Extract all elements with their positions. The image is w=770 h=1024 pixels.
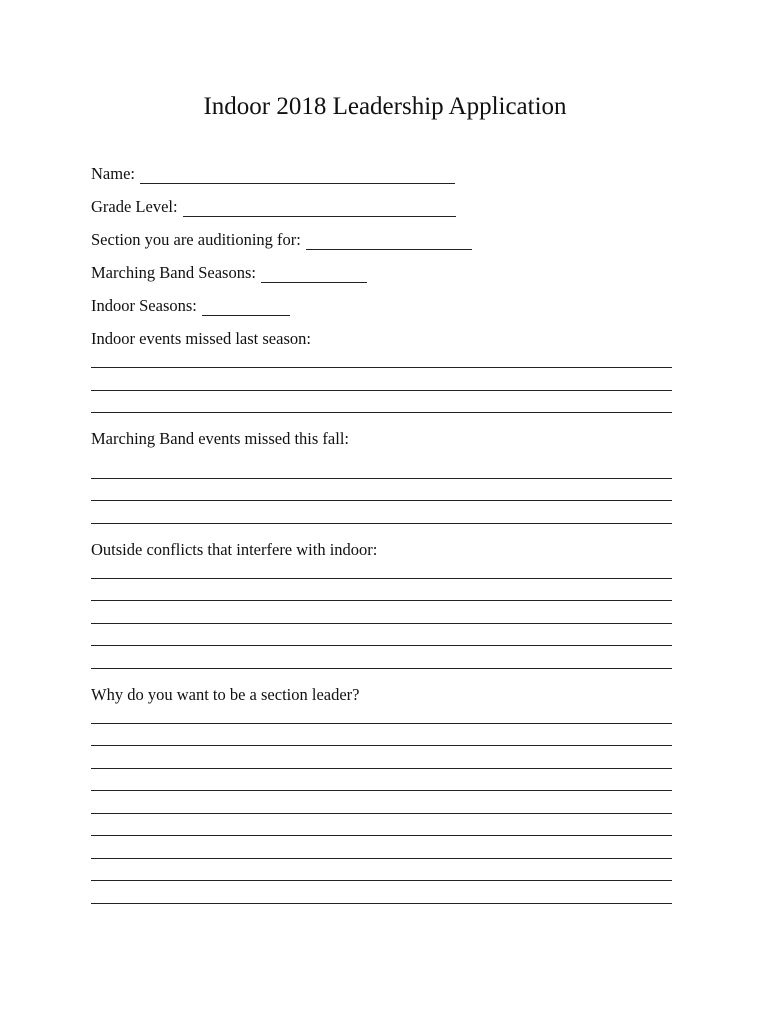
section-field[interactable] xyxy=(91,230,472,250)
why-leader-line[interactable] xyxy=(91,813,672,814)
why-leader-line[interactable] xyxy=(91,790,672,791)
why-leader-line[interactable] xyxy=(91,745,672,746)
conflicts-line[interactable] xyxy=(91,645,672,646)
indoor-seasons-field[interactable] xyxy=(91,296,290,316)
why-leader-line[interactable] xyxy=(91,768,672,769)
marching-seasons-blank[interactable] xyxy=(261,267,367,283)
marching-seasons-label: Marching Band Seasons: xyxy=(91,263,256,282)
why-leader-line[interactable] xyxy=(91,723,672,724)
marching-seasons-field[interactable] xyxy=(91,263,367,283)
indoor-seasons-blank[interactable] xyxy=(202,300,290,316)
grade-level-blank[interactable] xyxy=(183,201,456,217)
marching-missed-line[interactable] xyxy=(91,478,672,479)
conflicts-line[interactable] xyxy=(91,600,672,601)
why-leader-line[interactable] xyxy=(91,835,672,836)
why-leader-line[interactable] xyxy=(91,903,672,904)
indoor-missed-prompt: Indoor events missed last season: xyxy=(91,329,311,348)
name-label: Name: xyxy=(91,164,135,183)
indoor-missed-line[interactable] xyxy=(91,390,672,391)
conflicts-prompt: Outside conflicts that interfere with indoor: xyxy=(91,540,378,559)
name-blank[interactable] xyxy=(140,168,455,184)
page-title: Indoor 2018 Leadership Application xyxy=(203,93,567,120)
grade-level-field[interactable] xyxy=(91,197,456,217)
why-leader-prompt: Why do you want to be a section leader? xyxy=(91,685,360,704)
why-leader-line[interactable] xyxy=(91,858,672,859)
indoor-seasons-label: Indoor Seasons: xyxy=(91,296,197,315)
why-leader-line[interactable] xyxy=(91,880,672,881)
section-label: Section you are auditioning for: xyxy=(91,230,301,249)
marching-missed-line[interactable] xyxy=(91,500,672,501)
name-field[interactable] xyxy=(91,164,455,184)
marching-missed-prompt: Marching Band events missed this fall: xyxy=(91,429,349,448)
section-blank[interactable] xyxy=(306,234,472,250)
conflicts-line[interactable] xyxy=(91,668,672,669)
conflicts-line[interactable] xyxy=(91,578,672,579)
conflicts-line[interactable] xyxy=(91,623,672,624)
indoor-missed-line[interactable] xyxy=(91,412,672,413)
marching-missed-line[interactable] xyxy=(91,523,672,524)
grade-level-label: Grade Level: xyxy=(91,197,178,216)
indoor-missed-line[interactable] xyxy=(91,367,672,368)
